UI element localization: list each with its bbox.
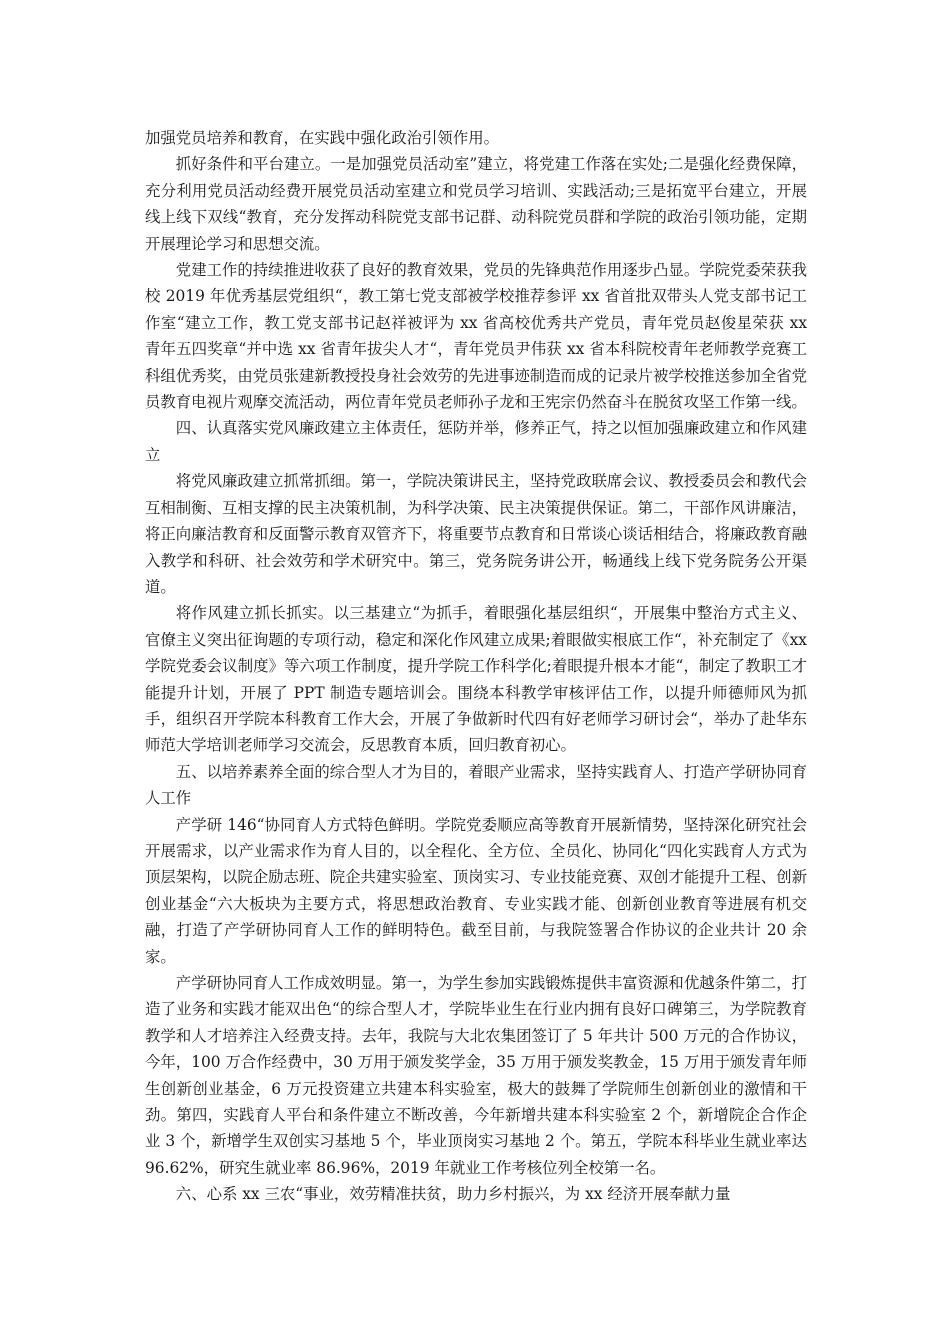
section-heading: 六、心系 xx 三农“事业，效劳精准扶贫，助力乡村振兴，为 xx 经济开展奉献力量: [175, 1185, 731, 1204]
paragraph: 党建工作的持续推进收获了良好的教育效果，党员的先锋典范作用逐步凸显。学院党委荣获我校 2019 年优秀基层党组织“，教工第七党支部被学校推荐参评 xx 省首批双带头人党支部书记工作室“建立工作，教工党支部书记赵祥被评为 xx 省高校优秀共产党员，青年党员赵俊星荣获 xx 青年五四奖章“并中选 xx 省青年拔尖人才“，青年党员尹伟获 xx 省本科院校青年老师教学竞赛工科组优秀奖，由党员张建新教授投身社会效劳的先进事迹制造而成的记录片被学校推送参加全省党员教育电视片观摩交流活动，两位青年党员老师孙子龙和王宪宗仍然奋斗在脱贫攻坚工作第一线。: [145, 261, 807, 412]
section-heading: 五、以培养素养全面的综合型人才为目的，着眼产业需求，坚持实践育人、打造产学研协同育人工作: [145, 762, 807, 808]
paragraph: 将作风建立抓长抓实。以三基建立“为抓手，着眼强化基层组织“，开展集中整治方式主义、官僚主义突出征询题的专项行动，稳定和深化作风建立成果;着眼做实根底工作“，补充制定了《xx 学院党委会议制度》等六项工作制度，提升学院工作科学化;着眼提升根本才能“，制定了教职工才能提升计划，开展了 PPT 制造专题培训会。围绕本科教学审核评估工作，以提升师德师风为抓手，组织召开学院本科教育工作大会，开展了争做新时代四有好老师学习研讨会“，举办了赴华东师范大学培训老师学习交流会，反思教育本质，回归教育初心。: [145, 604, 807, 755]
document-body: [145, 125, 807, 1208]
section-heading: 四、认真落实党风廉政建立主体责任，惩防并举，修养正气，持之以恒加强廉政建立和作风建立: [145, 419, 807, 464]
paragraph: 产学研 146“协同育人方式特色鲜明。学院党委顺应高等教育开展新情势，坚持深化研究社会开展需求，以产业需求作为育人目的，以全程化、全方位、全员化、协同化“四化实践育人方式为顶层架构，以院企励志班、院企共建实验室、顶岗实习、专业技能竞赛、双创才能提升工程、创新创业基金“六大板块为主要方式，将思想政治教育、专业实践才能、创新创业教育等进展有机交融，打造了产学研协同育人工作的鲜明特色。截至目前，与我院签署合作协议的企业共计 20 余家。: [145, 815, 807, 966]
paragraph-continuation: 加强党员培养和教育，在实践中强化政治引领作用。: [145, 129, 499, 147]
paragraph: 产学研协同育人工作成效明显。第一，为学生参加实践锻炼提供丰富资源和优越条件第二，打造了业务和实践才能双出色“的综合型人才，学院毕业生在行业内拥有良好口碑第三，为学院教育教学和人才培养注入经费支持。去年，我院与大北农集团签订了 5 年共计 500 万元的合作协议，今年，100 万合作经费中，30 万用于颁发奖学金，35 万用于颁发奖教金，15 万用于颁发青年师生创新创业基金，6 万元投资建立共建本科实验室，极大的鼓舞了学院师生创新创业的激情和干劲。第四，实践育人平台和条件建立不断改善，今年新增共建本科实验室 2 个，新增院企合作企业 3 个，新增学生双创实习基地 5 个，毕业顶岗实习基地 2 个。第五，学院本科毕业生就业率达 96.62%，研究生就业率 86.96%，2019 年就业工作考核位列全校第一名。: [145, 974, 807, 1177]
paragraph: 将党风廉政建立抓常抓细。第一，学院决策讲民主，坚持党政联席会议、教授委员会和教代会互相制衡、互相支撑的民主决策机制，为科学决策、民主决策提供保证。第二，干部作风讲廉洁，将正向廉洁教育和反面警示教育双管齐下，将重要节点教育和日常谈心谈话相结合，将廉政教育融入教学和科研、社会效劳和学术研究中。第三，党务院务讲公开，畅通线上线下党务院务公开渠道。: [145, 472, 807, 596]
paragraph: 抓好条件和平台建立。一是加强党员活动室”建立，将党建工作落在实处;二是强化经费保障，充分利用党员活动经费开展党员活动室建立和党员学习培训、实践活动;三是拓宽平台建立，开展线上线下双线“教育，充分发挥动科院党支部书记群、动科院党员群和学院的政治引领功能，定期开展理论学习和思想交流。: [145, 155, 807, 253]
